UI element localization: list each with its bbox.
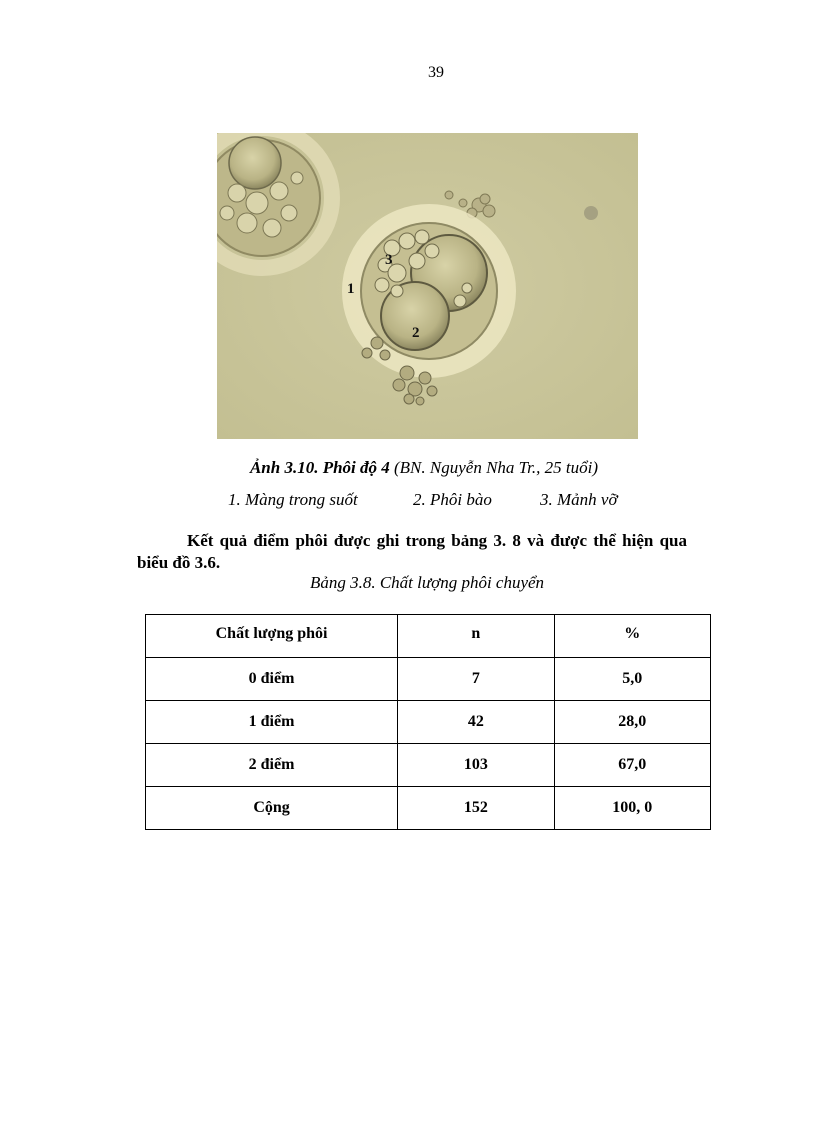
cell-n: 152 [398,787,554,830]
embryo-micrograph-drawing [217,133,638,439]
legend-item-fragment: 3. Mảnh vỡ [540,490,618,509]
cell-n: 7 [398,658,554,701]
cell-quality: 2 điểm [146,744,398,787]
figure-caption [0,458,816,478]
table-title: Bảng 3.8. Chất lượng phôi chuyển [309,573,545,592]
legend-item-zona: 1. Màng trong suốt [228,490,358,509]
figure-caption-title: Ảnh 3.10. Phôi độ 4 [249,458,390,477]
legend-item-blastomere: 2. Phôi bào [413,490,492,509]
label-zona: 1 [347,281,355,297]
figure-caption-detail: (BN. Nguyễn Nha Tr., 25 tuổi) [389,458,599,477]
body-paragraph: Kết quả điểm phôi được ghi trong bảng 3. 8 và được thể hiện qua biểu đồ 3.6. [137,531,687,572]
table-row [146,701,711,744]
header-quality: Chất lượng phôi [146,615,398,658]
page-number: 39 [428,64,444,81]
label-blastomere: 2 [412,325,420,341]
embryo-quality-table [145,614,711,830]
cell-percent: 28,0 [554,701,710,744]
cell-quality: 0 điểm [146,658,398,701]
header-n: n [398,615,554,658]
table-row [146,744,711,787]
label-fragment: 3 [385,252,393,268]
cell-percent: 100, 0 [554,787,710,830]
cell-quality: 1 điểm [146,701,398,744]
cell-n: 42 [398,701,554,744]
cell-quality: Cộng [146,787,398,830]
cell-percent: 5,0 [554,658,710,701]
cell-n: 103 [398,744,554,787]
table-row [146,658,711,701]
embryo-micrograph [217,133,638,439]
table-header-row [146,615,711,658]
cell-percent: 67,0 [554,744,710,787]
table-total-row [146,787,711,830]
header-percent: % [554,615,710,658]
